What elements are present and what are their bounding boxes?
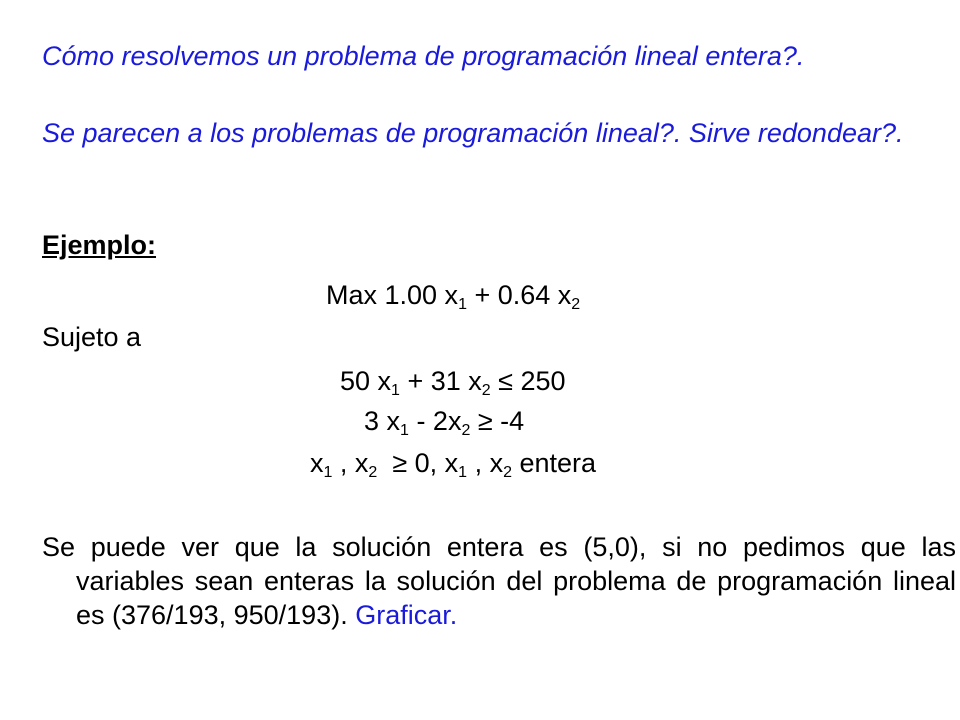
constraint-2-sub-1: 1: [400, 422, 409, 439]
question-rounding: Se parecen a los problemas de programación lineal?. Sirve redondear?.: [42, 118, 904, 148]
constraint-1-a: 50 x: [340, 366, 392, 396]
subject-to-label: Sujeto a: [42, 322, 142, 352]
objective-prefix: Max 1.00 x: [326, 280, 459, 310]
constraint-3-e: entera: [512, 448, 597, 478]
constraint-3-sub-2: 2: [368, 464, 378, 481]
objective-sub-1: 1: [458, 296, 467, 313]
constraint-1-sub-1: 1: [391, 382, 400, 399]
objective-function: [326, 278, 580, 313]
constraint-3-c: ≥ 0, x: [377, 448, 459, 478]
constraint-1-c: ≤ 250: [490, 366, 566, 396]
constraint-2-a: 3 x: [364, 406, 401, 436]
constraint-2-sub-2: 2: [461, 422, 471, 439]
example-heading: Ejemplo:: [42, 230, 157, 260]
constraint-1-sub-2: 2: [481, 382, 491, 399]
constraint-2-c: ≥ -4: [470, 406, 525, 436]
question-integer-lp: Cómo resolvemos un problema de programación lineal entera?.: [42, 41, 805, 71]
graficar-link[interactable]: Graficar.: [355, 600, 458, 630]
constraint-3-a: x: [310, 448, 324, 478]
constraint-3-sub-4: 2: [503, 464, 512, 481]
constraint-3: [310, 446, 596, 481]
objective-mid: + 0.64 x: [466, 280, 572, 310]
constraint-3-d: , x: [467, 448, 504, 478]
constraint-3-b: , x: [332, 448, 369, 478]
constraint-2-b: - 2x: [408, 406, 462, 436]
constraint-3-sub-3: 1: [458, 464, 468, 481]
conclusion-paragraph: [42, 530, 956, 632]
constraint-1-b: + 31 x: [399, 366, 482, 396]
conclusion-text: Se puede ver que la solución entera es (5,0), si no pedimos que las variables sean enteras la solución del problema de programación lineal es (376/193, 950/193).: [42, 532, 956, 630]
constraint-1: [340, 364, 566, 399]
constraint-3-sub-1: 1: [323, 464, 333, 481]
constraint-2: [364, 404, 524, 439]
objective-sub-2: 2: [571, 296, 581, 313]
